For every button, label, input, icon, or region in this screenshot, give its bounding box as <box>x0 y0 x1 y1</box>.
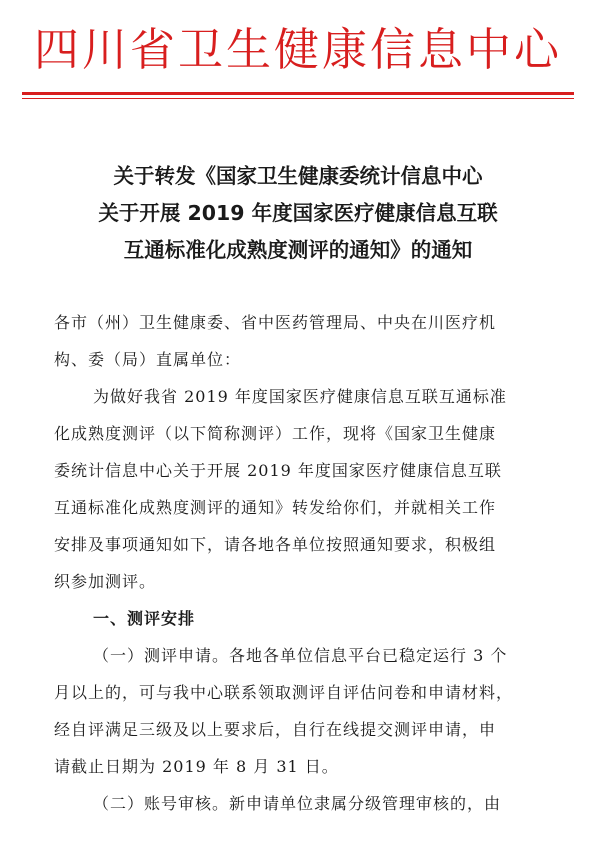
title-line: 关于转发《国家卫生健康委统计信息中心 <box>113 164 483 188</box>
letterhead-rule-thick <box>22 92 574 95</box>
letterhead-rule-thin <box>22 98 574 99</box>
body-line: 月以上的，可与我中心联系领取测评自评估问卷和申请材料， <box>54 683 514 702</box>
letterhead-org-name: 四川省卫生健康信息中心 <box>33 23 562 76</box>
body-line: 互通标准化成熟度测评的通知》转发给你们，并就相关工作 <box>54 498 497 517</box>
body-line: 经自评满足三级及以上要求后，自行在线提交测评申请，申 <box>54 720 497 739</box>
title-line: 互通标准化成熟度测评的通知》的通知 <box>123 238 473 262</box>
body-line: 为做好我省 2019 年度国家医疗健康信息互联互通标准 <box>93 387 507 406</box>
body-line: 构、委（局）直属单位： <box>54 350 242 369</box>
section-heading: 一、测评安排 <box>93 609 196 628</box>
body-line: 化成熟度测评（以下简称测评）工作，现将《国家卫生健康 <box>54 424 497 443</box>
title-line: 关于开展 2019 年度国家医疗健康信息互联 <box>98 201 498 225</box>
body-line: （二）账号审核。新申请单位隶属分级管理审核的，由 <box>93 794 502 813</box>
body-line: （一）测评申请。各地各单位信息平台已稳定运行 3 个 <box>93 646 508 665</box>
body-line: 请截止日期为 2019 年 8 月 31 日。 <box>54 757 339 776</box>
body-line: 委统计信息中心关于开展 2019 年度国家医疗健康信息互联 <box>54 461 502 480</box>
body-line: 织参加测评。 <box>54 572 157 591</box>
document-title <box>40 158 556 269</box>
body-line: 各市（州）卫生健康委、省中医药管理局、中央在川医疗机 <box>54 313 497 332</box>
body-line: 安排及事项通知如下，请各地各单位按照通知要求，积极组 <box>54 535 497 554</box>
